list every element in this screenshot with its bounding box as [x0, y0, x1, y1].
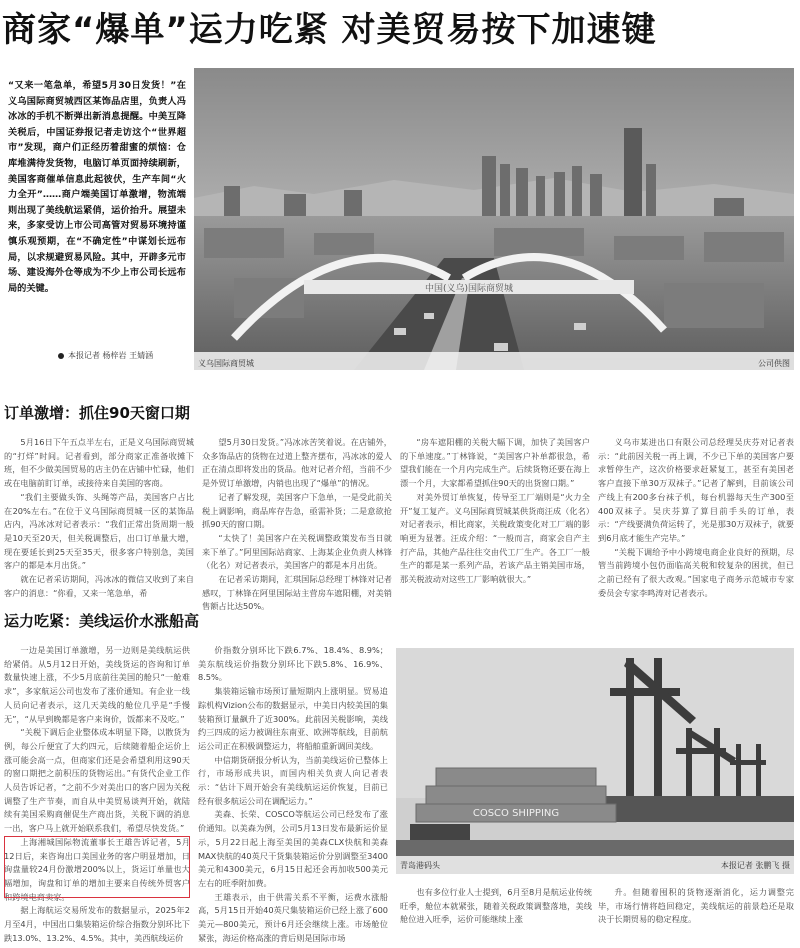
top-photo-credit: 公司供图	[758, 359, 790, 368]
lead-paragraph: “又来一笔急单，希望5月30日发货！”在义乌国际商贸城西区某饰品店里，负责人冯冰冰的手机不断弹出新消息提醒。中美互降关税后，中国证券报记者走访这个“世界超市”发现，商户们正经历着甜蜜的烦恼：仓库堆满待发货物，电脑订单页面持续刷新，美国客商催单信息此起彼伏，生产车间“火力全开”……商户端美国订单激增，物流端则出现了美线航运紧俏，运价抬升。展望未来，多家受访上市公司高管对贸易环境持谨慎乐观预期，在“不确定性”中谋划长远布局，以求规避贸易风险。其中，开辟多元市场、建设海外仓等成为不少上市公司长远布局的关键。	[8, 80, 186, 294]
paragraph: 记者了解发现，美国客户下急单，一是受此前关税上调影响，商品库存告急，亟需补货；二是意欲抢抓90天的窗口期。	[202, 491, 392, 530]
paragraph: “关税下调给予中小跨境电商企业良好的预期，尽管当前跨境小包仍面临高关税和较复杂的困扰，但已之前已经有了很大改观。”国家电子商务示范城市专家委员会专家李鸣涛对记者表示。	[598, 546, 794, 598]
paragraph: 一边是美国订单激增，另一边则是美线航运供给紧俏。从5月12日开始，美线货运的咨询和订单数量快速上涨，不少5月底前往美国的舱只“一舱难求”，多家航运公司也发布了涨价通知。有企业一线人员向记者表示，这几天美线的舱位几乎是“手慢无”，“从早到晚都是客户来询价，饭都来不及吃。”	[4, 645, 190, 724]
yiwu-market-photo	[194, 68, 794, 370]
bottom-photo-credit: 本报记者 张鹏飞 摄	[720, 861, 790, 870]
paragraph: 价指数分别环比下跌6.7%、18.4%、8.9%；美东航线运价指数分别环比下跌5.8%、16.9%、8.5%。	[198, 645, 388, 683]
highlighted-paragraph: 上海湘城国际物流董事长王雄告诉记者，5月12日后，来咨询出口美国业务的客户明显增加，日询盘量较24月份激增200%以上，货运订单量也大幅增加，询盘和订单的增加主要来自传统外贸客户和跨境电商卖家。	[4, 836, 190, 902]
paragraph: 王雄表示，由于供需关系不平衡，运费水涨船高，5月15日开始40英尺集装箱运价已经上涨了600美元—800美元，预计6月还会继续上涨。市场舱位紧张，海运价格高涨的背后则是国际市场	[198, 891, 388, 943]
qingdao-port-photo	[396, 648, 794, 874]
byline-text: 本报记者 杨梓岩 王婧涵	[68, 351, 154, 360]
section1-column-4	[598, 436, 794, 606]
paragraph: 5月16日下午五点半左右，正是义乌国际商贸城的“打烊”时间。记者看到，部分商家正准备收摊下班，但不少做美国贸易的店主仍在店铺中忙碌，他们或在电脑前盯订单，或接待来自美国的客商。	[4, 437, 194, 489]
lead-byline	[58, 350, 188, 361]
section1-column-1	[4, 436, 194, 606]
section2-column-3	[400, 886, 592, 946]
paragraph: 升。但随着囤积的货物逐渐消化，运力调整完毕，市场行情将趋回稳定，美线航运的前景趋还是取决于长期贸易的稳定程度。	[598, 887, 794, 925]
section2-column-4	[598, 886, 794, 946]
paragraph: 美森、长荣、COSCO等航运公司已经发布了涨价通知。以美森为例，公司5月13日发布最新运价显示，5月22日起上海至美国的美森CLX快航和美森MAX快航的40英尺干货集装箱运价分别调整至3400美元和4300美元，6月15日起还会再加收500美元左右的旺季附加费。	[198, 809, 388, 888]
paragraph: 集装箱运输市场预订量短期内上涨明显。贸易追踪机构Vizion公布的数据显示，中美日内较美国的集装箱预订量飙升了近300%。此前因关税影响，美线约三四成的运力被调往东南亚、欧洲等航线，目前航运公司正在积极调整运力，将船舶重新调回美线。	[198, 686, 388, 751]
paragraph: 望5月30日发货。”冯冰冰苦笑着说。在店铺外，众多饰品店的货物在过道上整齐摆布，冯冰冰的爱人正在清点即将发出的货品。他对记者介绍，当前不少是外贸订单激增，内销也出现了“爆单”的情况。	[202, 437, 392, 489]
bullet-icon	[58, 353, 64, 359]
paragraph: 对美外贸订单恢复，传导至工厂端则是“火力全开”复工复产。义乌国际商贸城某供货商汪成（化名）对记者表示，相比商家，关税政策变化对工厂端的影响更为显著。汪成介绍：“一般而言，商家会自产主打产品，其他产品往往交由代工厂生产。各工厂一般生产的都是某一系列产品，若该产品主销美国市场，那关税波动对这些工厂影响就很大。”	[400, 491, 590, 585]
highlight-annotation-box	[4, 836, 190, 898]
paragraph: 也有多位行业人士提到，6月至8月是航运业传统旺季，舱位本就紧张，随着关税政策调整落地，美线舱位进入旺季，运价可能继续上涨	[400, 887, 592, 925]
paragraph: “我们主要做头饰、头绳等产品，美国客户占比在20%左右。”在位于义乌国际商贸城一区的某饰品店内，冯冰冰对记者表示：“我们正常出货周期一般是10天至20天，但关税调整后，出口订单量大增，现在要延长到25天至35天，很多客户特别急，美国客户的都是本月出货。”	[4, 491, 194, 571]
port-crane-illustration	[396, 648, 794, 874]
paragraph: “关税下调后企业整体成本明显下降，以散货为例，每公斤便宜了大约四元，后续随着船企运价上涨可能会高一点，但商家们还是会希望利用这90天的窗口期把之前积压的货物运出。”有货代企业工作人员告诉记者，“之前不少对美出口的客户因为关税调整了生产节奏，而自从中美贸易谈判开始，就陆续有美国采购商催促生产商出货，关税下调的消息一出，客户马上就开始联系我们，希望尽快发货。”	[4, 727, 190, 834]
paragraph: 据上海航运交易所发布的数据显示，2025年2月至4月，中国出口集装箱运价综合指数分别环比下跌13.0%、13.2%、4.5%。其中，美西航线运价	[4, 905, 190, 943]
paragraph: 在记者采访期间，汇琪国际总经理丁林锋对记者感叹，丁林锋在阿里国际站主营房车遮阳棚，对美销售额占比达50%。	[202, 574, 392, 612]
page-headline: 商家“爆单”运力吃紧 对美贸易按下加速键	[2, 10, 657, 50]
paragraph: 中信期货研报分析认为，当前美线运价已整体上行，市场形成共识，而国内相关负责人向记者表示：“估计下周开始会有美线航运运价恢复，目前已经有很多航运公司在调配运力。”	[198, 754, 388, 806]
container-label: COSCO SHIPPING	[472, 808, 560, 819]
section1-column-3	[400, 436, 590, 606]
paragraph: 义乌市某进出口有限公司总经理吴庆芬对记者表示：“此前因关税一再上调，不少已下单的美国客户要求暂停生产，这次价格要求赶紧复工，甚至有美国老客户直接下单30万双袜子。”记者了解到，目前该公司产线上有200多台袜子机，每台机器每天生产300至400双袜子。吴庆芬算了算目前手头的订单，表示：“产线要满负荷运转了，光是那30万双袜子，就要到6月底才能生产完毕。”	[598, 437, 794, 543]
section2-column-2	[198, 644, 388, 944]
arch-sign-text: 中国(义乌)国际商贸城	[424, 284, 514, 294]
section1-column-2	[202, 436, 392, 612]
top-photo-caption: 义乌国际商贸城	[198, 359, 254, 368]
paragraph: 就在记者采访期间，冯冰冰的微信又收到了来自客户的消息：“你看，又来一笔急单，希	[4, 574, 194, 598]
bottom-photo-caption: 青岛港码头	[400, 861, 440, 870]
section-orders-title: 订单激增：抓住90天窗口期	[4, 404, 190, 422]
section2-column-1	[4, 644, 190, 944]
section-capacity-title: 运力吃紧：美线运价水涨船高	[4, 612, 200, 630]
paragraph: “太快了！美国客户在关税调整政策发布当日就来下单了。”阿里国际站商家、上海某企业负责人林锋（化名）对记者表示，美国客户的都是本月出货。	[202, 532, 392, 571]
paragraph: “房车遮阳棚的关税大幅下调，加快了美国客户的下单速度。”丁林锋说，“美国客户补单都很急，希望我们能在一个月内完成生产。后续货物还要在海上漂一个月，大家都希望抓住90天的出货窗口期。”	[400, 437, 590, 489]
yiwu-market-illustration	[194, 68, 794, 370]
